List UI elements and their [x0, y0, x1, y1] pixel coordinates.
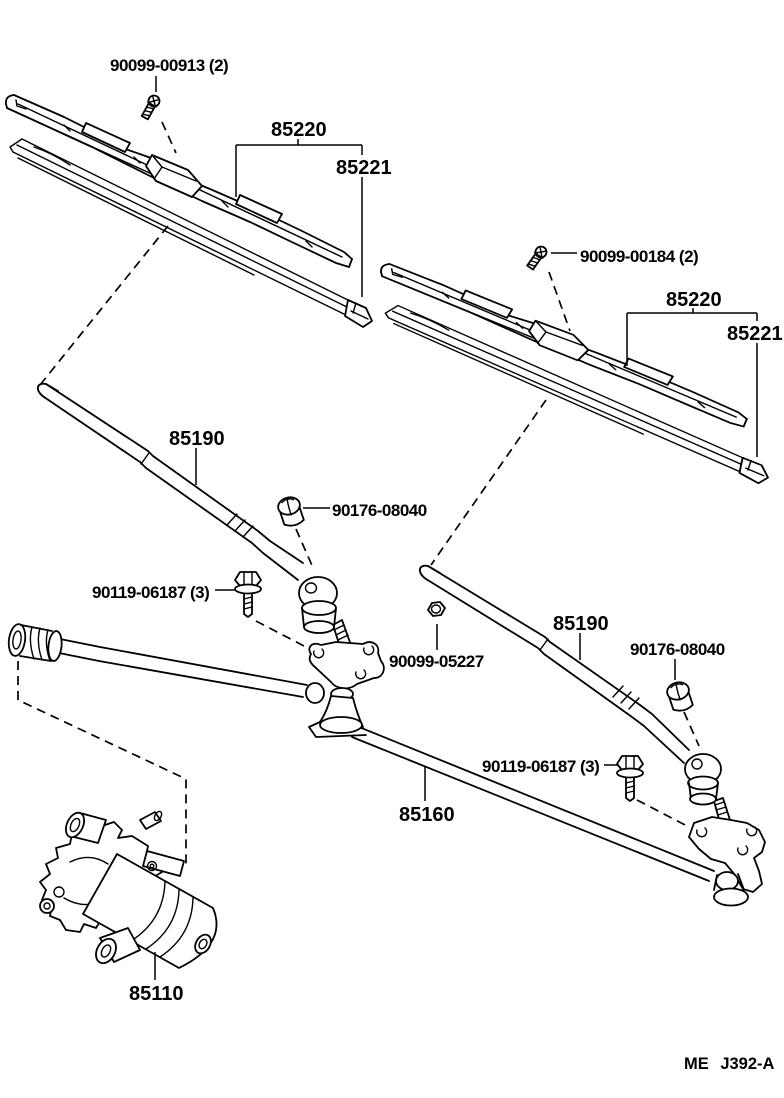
- left-pivot-shaft: [7, 623, 63, 662]
- link-rod-left: [59, 639, 307, 697]
- assembly-dashed-lines: [18, 122, 699, 867]
- arm-cap-right-icon: [665, 680, 693, 713]
- dash-screw-to-blade-right: [549, 272, 570, 331]
- wiper-motor: [40, 810, 217, 968]
- dash-screw-to-blade-left: [162, 122, 176, 153]
- pivot-bolt-right-icon: [617, 756, 643, 801]
- callout-arm-set-nut: 90099-05227: [389, 652, 484, 671]
- arm-nut-icon: [428, 602, 445, 616]
- dash-cap-to-arm-right: [684, 712, 699, 746]
- callout-blade-screw-left: 90099-00913 (2): [110, 56, 229, 75]
- callout-blade-insert-left: 85221: [336, 157, 392, 179]
- callout-blade-right: 85220: [666, 289, 722, 311]
- callout-blade-insert-right: 85221: [727, 323, 783, 345]
- center-pivot-assembly: [309, 620, 384, 737]
- motor-mount-ear: [40, 899, 54, 913]
- callout-motor: 85110: [129, 983, 184, 1005]
- wiper-link-rods: [59, 639, 714, 881]
- callout-arm-left: 85190: [169, 428, 225, 450]
- dash-blade-to-arm-right: [431, 400, 546, 565]
- dash-blade-to-arm-left: [40, 226, 168, 385]
- pivot-bolt-left-icon: [235, 572, 261, 617]
- dash-bolt-to-pivot-right: [637, 800, 689, 827]
- figure-code: ME J392-A: [684, 1055, 775, 1073]
- callout-arm-cap-right: 90176-08040: [630, 640, 725, 659]
- link-ball-joint: [716, 872, 738, 890]
- callout-blade-left: 85220: [271, 119, 327, 141]
- callout-link: 85160: [399, 804, 455, 826]
- callout-blade-screw-right: 90099-00184 (2): [580, 247, 699, 266]
- blade-screw-right-icon: [526, 244, 549, 270]
- pivot-bracket-plate: [309, 642, 384, 688]
- callout-arm-right: 85190: [553, 613, 609, 635]
- arm-cap-left-icon: [276, 495, 304, 528]
- right-pivot-assembly: [689, 798, 765, 906]
- link-rod-eye: [306, 683, 324, 703]
- callout-pivot-bolt-right: 90119-06187 (3): [482, 757, 600, 776]
- dash-bolt-to-pivot-left: [256, 621, 304, 646]
- callout-arm-cap-left: 90176-08040: [332, 501, 427, 520]
- blade-screw-left-icon: [140, 94, 161, 121]
- dash-cap-to-arm-left: [296, 529, 314, 570]
- callout-pivot-bolt-left: 90119-06187 (3): [92, 583, 210, 602]
